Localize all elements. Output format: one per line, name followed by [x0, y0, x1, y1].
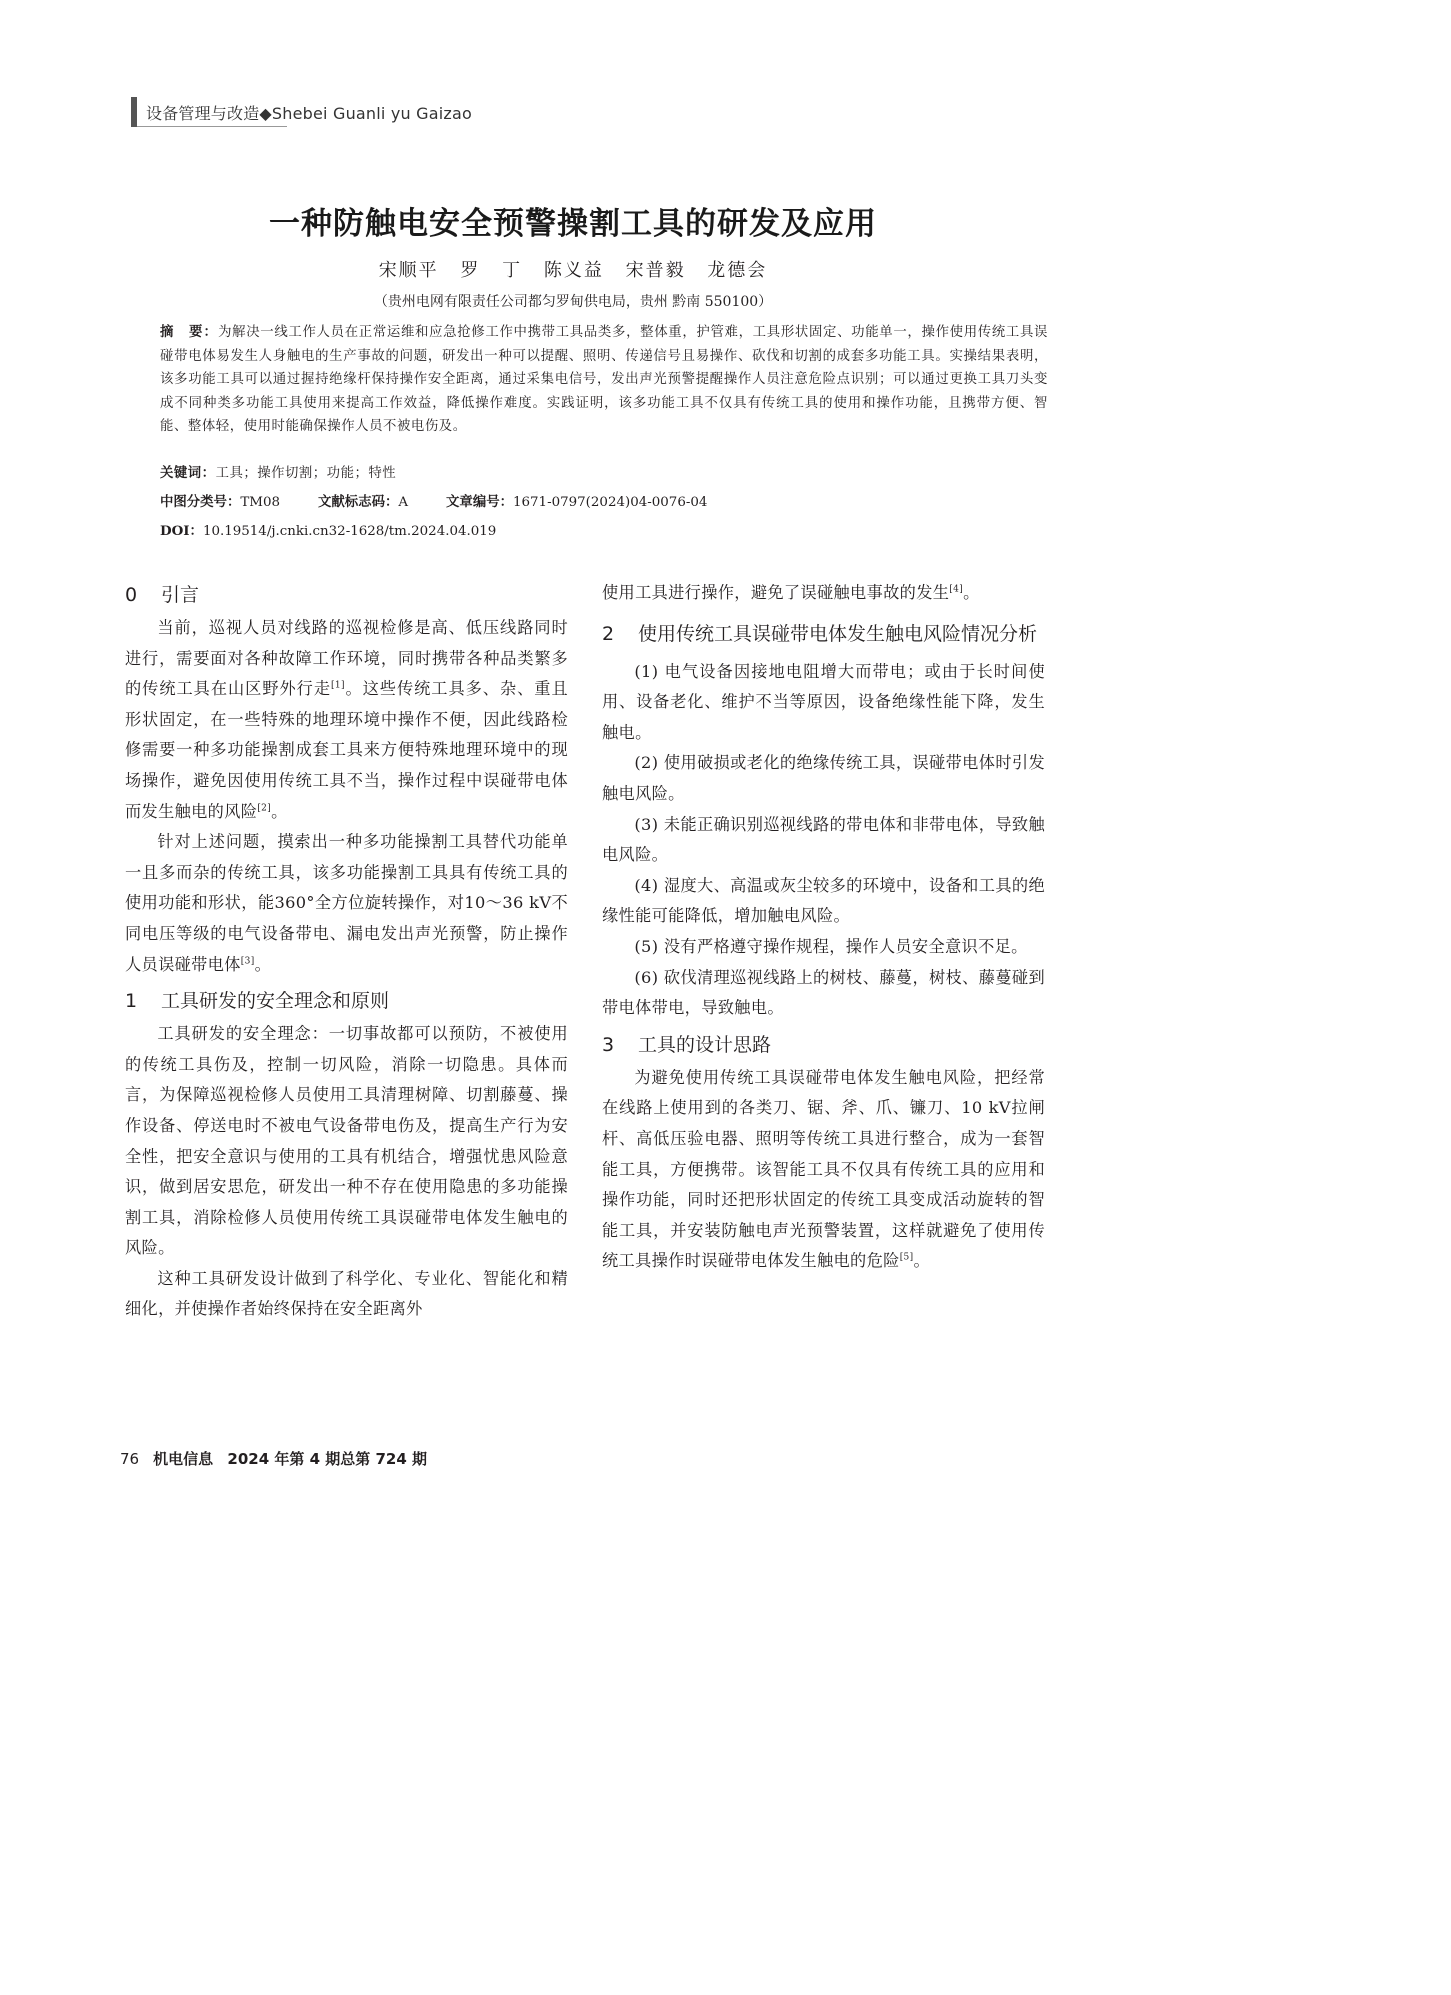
keywords-label: 关键词：	[160, 466, 216, 481]
issue-info: 2024 年第 4 期总第 724 期	[227, 1450, 428, 1468]
abstract-label: 摘 要：	[160, 325, 219, 340]
page-footer	[120, 1448, 427, 1469]
citation-2: [2]	[257, 803, 272, 814]
clc-label: 中图分类号：	[160, 495, 241, 510]
citation-1: [1]	[331, 680, 345, 691]
section-3-title: 工具的设计思路	[638, 1033, 772, 1056]
affiliation: （贵州电网有限责任公司都匀罗甸供电局，贵州 黔南 550100）	[373, 294, 773, 310]
doi-value: 10.19514/j.cnki.cn32-1628/tm.2024.04.019	[202, 524, 497, 539]
doc-code-value: A	[398, 495, 409, 510]
section-1-paragraph-1: 工具研发的安全理念：一切事故都可以预防，不被使用的传统工具伤及，控制一切风险，消除一切隐患。具体而言，为保障巡视检修人员使用工具清理树障、切割藤蔓、操作设备、停送电时不被电气设备带电伤及，提高生产行为安全性，把安全意识与使用的工具有机结合，增强忧患风险意识，做到居安思危，研发出一种不存在使用隐患的多功能操割工具，消除检修人员使用传统工具误碰带电体发生触电的风险。	[125, 1024, 568, 1258]
section-0-heading	[125, 580, 568, 607]
article-no-label: 文章编号：	[446, 495, 513, 510]
right-column	[602, 578, 1045, 1277]
section-0-title: 引言	[161, 584, 200, 606]
left-column	[125, 580, 568, 1325]
s0-p1-end: 。	[271, 801, 288, 821]
abstract-text: 为解决一线工作人员在正常运维和应急抢修工作中携带工具品类多，整体重，护管难，工具形状固定、功能单一，操作使用传统工具误碰带电体易发生人身触电的生产事故的问题，研发出一种可以提醒、照明、传递信号且易操作、砍伐和切割的成套多功能工具。实操结果表明，该多功能工具可以通过握持绝缘杆保持操作安全距离，通过采集电信号，发出声光预警提醒操作人员注意危险点识别；可以通过更换工具刀头变成不同种类多功能工具使用来提高工作效益，降低操作难度。实践证明，该多功能工具不仅具有传统工具的使用和操作功能，且携带方便、智能、整体轻，使用时能确保操作人员不被电伤及。	[160, 325, 1048, 434]
journal-section-header: 设备管理与改造◆Shebei Guanli yu Gaizao	[146, 104, 472, 123]
s1-p2-cont-text: 使用工具进行操作，避免了误碰触电事故的发生	[602, 583, 950, 602]
article-no-value: 1671-0797(2024)04-0076-04	[513, 495, 708, 510]
citation-4: [4]	[949, 584, 964, 595]
section-3-number: 3	[602, 1033, 615, 1056]
section-0-number: 0	[125, 584, 138, 606]
s0-p2-text: 针对上述问题，摸索出一种多功能操割工具替代功能单一且多而杂的传统工具，该多功能操割工具具有传统工具的使用功能和形状，能360°全方位旋转操作，对10～36 kV不同电压等级的电气设备带电、漏电发出声光预警，防止操作人员误碰带电体	[125, 832, 568, 974]
classification-meta	[160, 491, 707, 510]
section-1-heading	[125, 986, 568, 1013]
section-1-number: 1	[125, 990, 138, 1013]
section-3-paragraph-1	[602, 1063, 1045, 1277]
section-1-paragraph-2-continued	[602, 578, 1045, 609]
keywords	[160, 462, 396, 481]
header-underline	[137, 126, 287, 127]
s3-p1-end: 。	[913, 1251, 931, 1271]
risk-item-6: (6) 砍伐清理巡视线路上的树枝、藤蔓，树枝、藤蔓碰到带电体带电，导致触电。	[602, 967, 1045, 1018]
s1-p2-end: 。	[963, 583, 980, 602]
section-1-paragraph-2: 这种工具研发设计做到了科学化、专业化、智能化和精细化，并使操作者始终保持在安全距离外	[125, 1268, 568, 1319]
section-2-title: 使用传统工具误碰带电体发生触电风险情况分析	[638, 622, 1038, 645]
section-0-paragraph-2	[125, 827, 568, 980]
section-2-heading	[602, 615, 1045, 653]
s0-p1-text-a: 当前，巡视人员对线路的巡视检修是高、低压线路同时进行，需要面对各种故障工作环境，同时携带各种品类繁多的传统工具在山区野外行走	[125, 618, 568, 699]
risk-item-5: (5) 没有严格遵守操作规程，操作人员安全意识不足。	[634, 936, 1028, 956]
risk-item-1: (1) 电气设备因接地电阻增大而带电；或由于长时间使用、设备老化、维护不当等原因，设备绝缘性能下降，发生触电。	[602, 661, 1045, 742]
s3-p1-text: 为避免使用传统工具误碰带电体发生触电风险，把经常在线路上使用到的各类刀、锯、斧、爪、镰刀、10 kV拉闸杆、高低压验电器、照明等传统工具进行整合，成为一套智能工具，方便携带。该智能工具不仅具有传统工具的应用和操作功能，同时还把形状固定的传统工具变成活动旋转的智能工具，并安装防触电声光预警装置，这样就避免了使用传统工具操作时误碰带电体发生触电的危险	[602, 1067, 1045, 1271]
doi	[160, 520, 496, 539]
article-title: 一种防触电安全预警操割工具的研发及应用	[269, 206, 877, 242]
citation-3: [3]	[240, 956, 255, 967]
authors: 宋顺平 罗 丁 陈义益 宋普毅 龙德会	[378, 260, 768, 281]
section-1-title: 工具研发的安全理念和原则	[161, 990, 390, 1013]
journal-name: 机电信息	[153, 1450, 214, 1468]
section-2-number: 2	[602, 622, 615, 645]
keywords-text: 工具；操作切割；功能；特性	[215, 466, 397, 481]
s0-p2-end: 。	[254, 954, 272, 974]
risk-item-3: (3) 未能正确识别巡视线路的带电体和非带电体，导致触电风险。	[602, 814, 1045, 865]
page-number: 76	[120, 1450, 140, 1468]
s0-p1-text-b: 。这些传统工具多、杂、重且形状固定，在一些特殊的地理环境中操作不便，因此线路检修需要一种多功能操割成套工具来方便特殊地理环境中的现场操作，避免因使用传统工具不当，操作过程中误碰带电体而发生触电的风险	[125, 679, 568, 821]
clc-value: TM08	[240, 495, 281, 510]
header-bar	[131, 97, 137, 127]
abstract	[160, 321, 1048, 439]
citation-5: [5]	[899, 1252, 914, 1263]
doc-code-label: 文献标志码：	[318, 495, 399, 510]
risk-item-2: (2) 使用破损或老化的绝缘传统工具，误碰带电体时引发触电风险。	[602, 753, 1045, 803]
section-3-heading	[602, 1030, 1045, 1057]
section-0-paragraph-1	[125, 613, 568, 827]
doi-label: DOI：	[160, 523, 203, 539]
risk-item-4: (4) 湿度大、高温或灰尘较多的环境中，设备和工具的绝缘性能可能降低，增加触电风险。	[602, 875, 1045, 926]
